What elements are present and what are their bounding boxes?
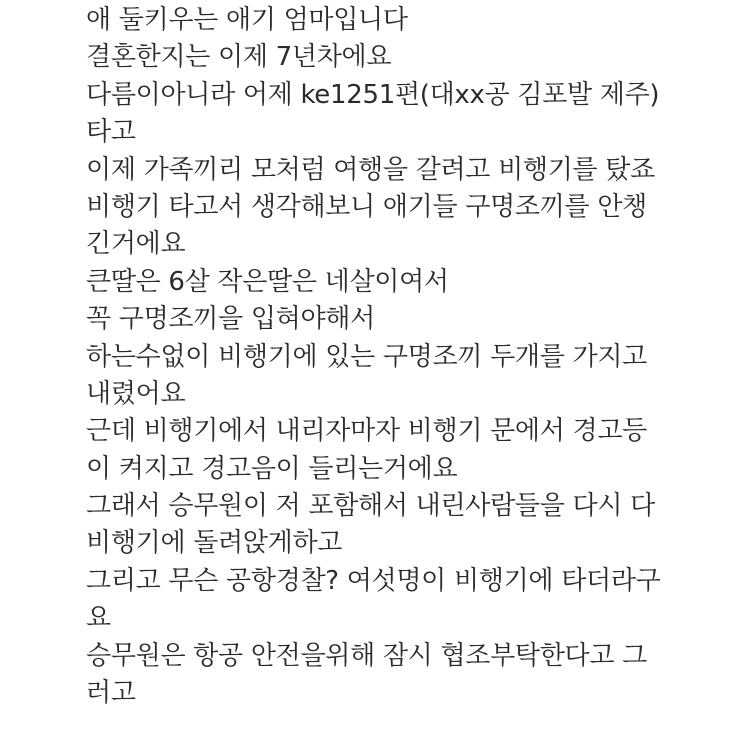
text-line: 승무원은 항공 안전을위해 잠시 협조부탁한다고 그 (86, 640, 647, 671)
text-line: 꼭 구명조끼을 입혀야해서 (86, 304, 375, 335)
text-line: 이 켜지고 경고음이 들리는거에요 (86, 453, 458, 484)
text-line: 내렸어요 (86, 378, 186, 409)
text-line: 러고 (86, 678, 136, 709)
text-line: 이제 가족끼리 모처럼 여행을 갈려고 비행기를 탔죠 (86, 154, 655, 185)
text-line: 타고 (86, 117, 136, 148)
text-line: 긴거에요 (86, 229, 186, 260)
text-line: 근데 비행기에서 내리자마자 비행기 문에서 경고등 (86, 416, 647, 447)
text-line: 요 (86, 603, 111, 634)
text-line: 하는수없이 비행기에 있는 구명조끼 두개를 가지고 (86, 341, 647, 372)
text-line: 그리고 무슨 공항경찰? 여섯명이 비행기에 타더라구 (86, 565, 661, 596)
text-line: 비행기에 돌려앉게하고 (86, 528, 343, 559)
text-line: 결혼한지는 이제 7년차에요 (86, 42, 392, 73)
text-line: 큰딸은 6살 작은딸은 네살이여서 (86, 266, 449, 297)
post-body (86, 2, 736, 712)
text-line: 애 둘키우는 애기 엄마입니다 (86, 5, 408, 35)
text-line: 비행기 타고서 생각해보니 애기들 구명조끼를 안챙 (86, 191, 647, 222)
text-line: 다름이아니라 어제 ke1251편(대xx공 김포발 제주) (86, 79, 660, 110)
text-line: 그래서 승무원이 저 포함해서 내린사람들을 다시 다 (86, 491, 655, 522)
